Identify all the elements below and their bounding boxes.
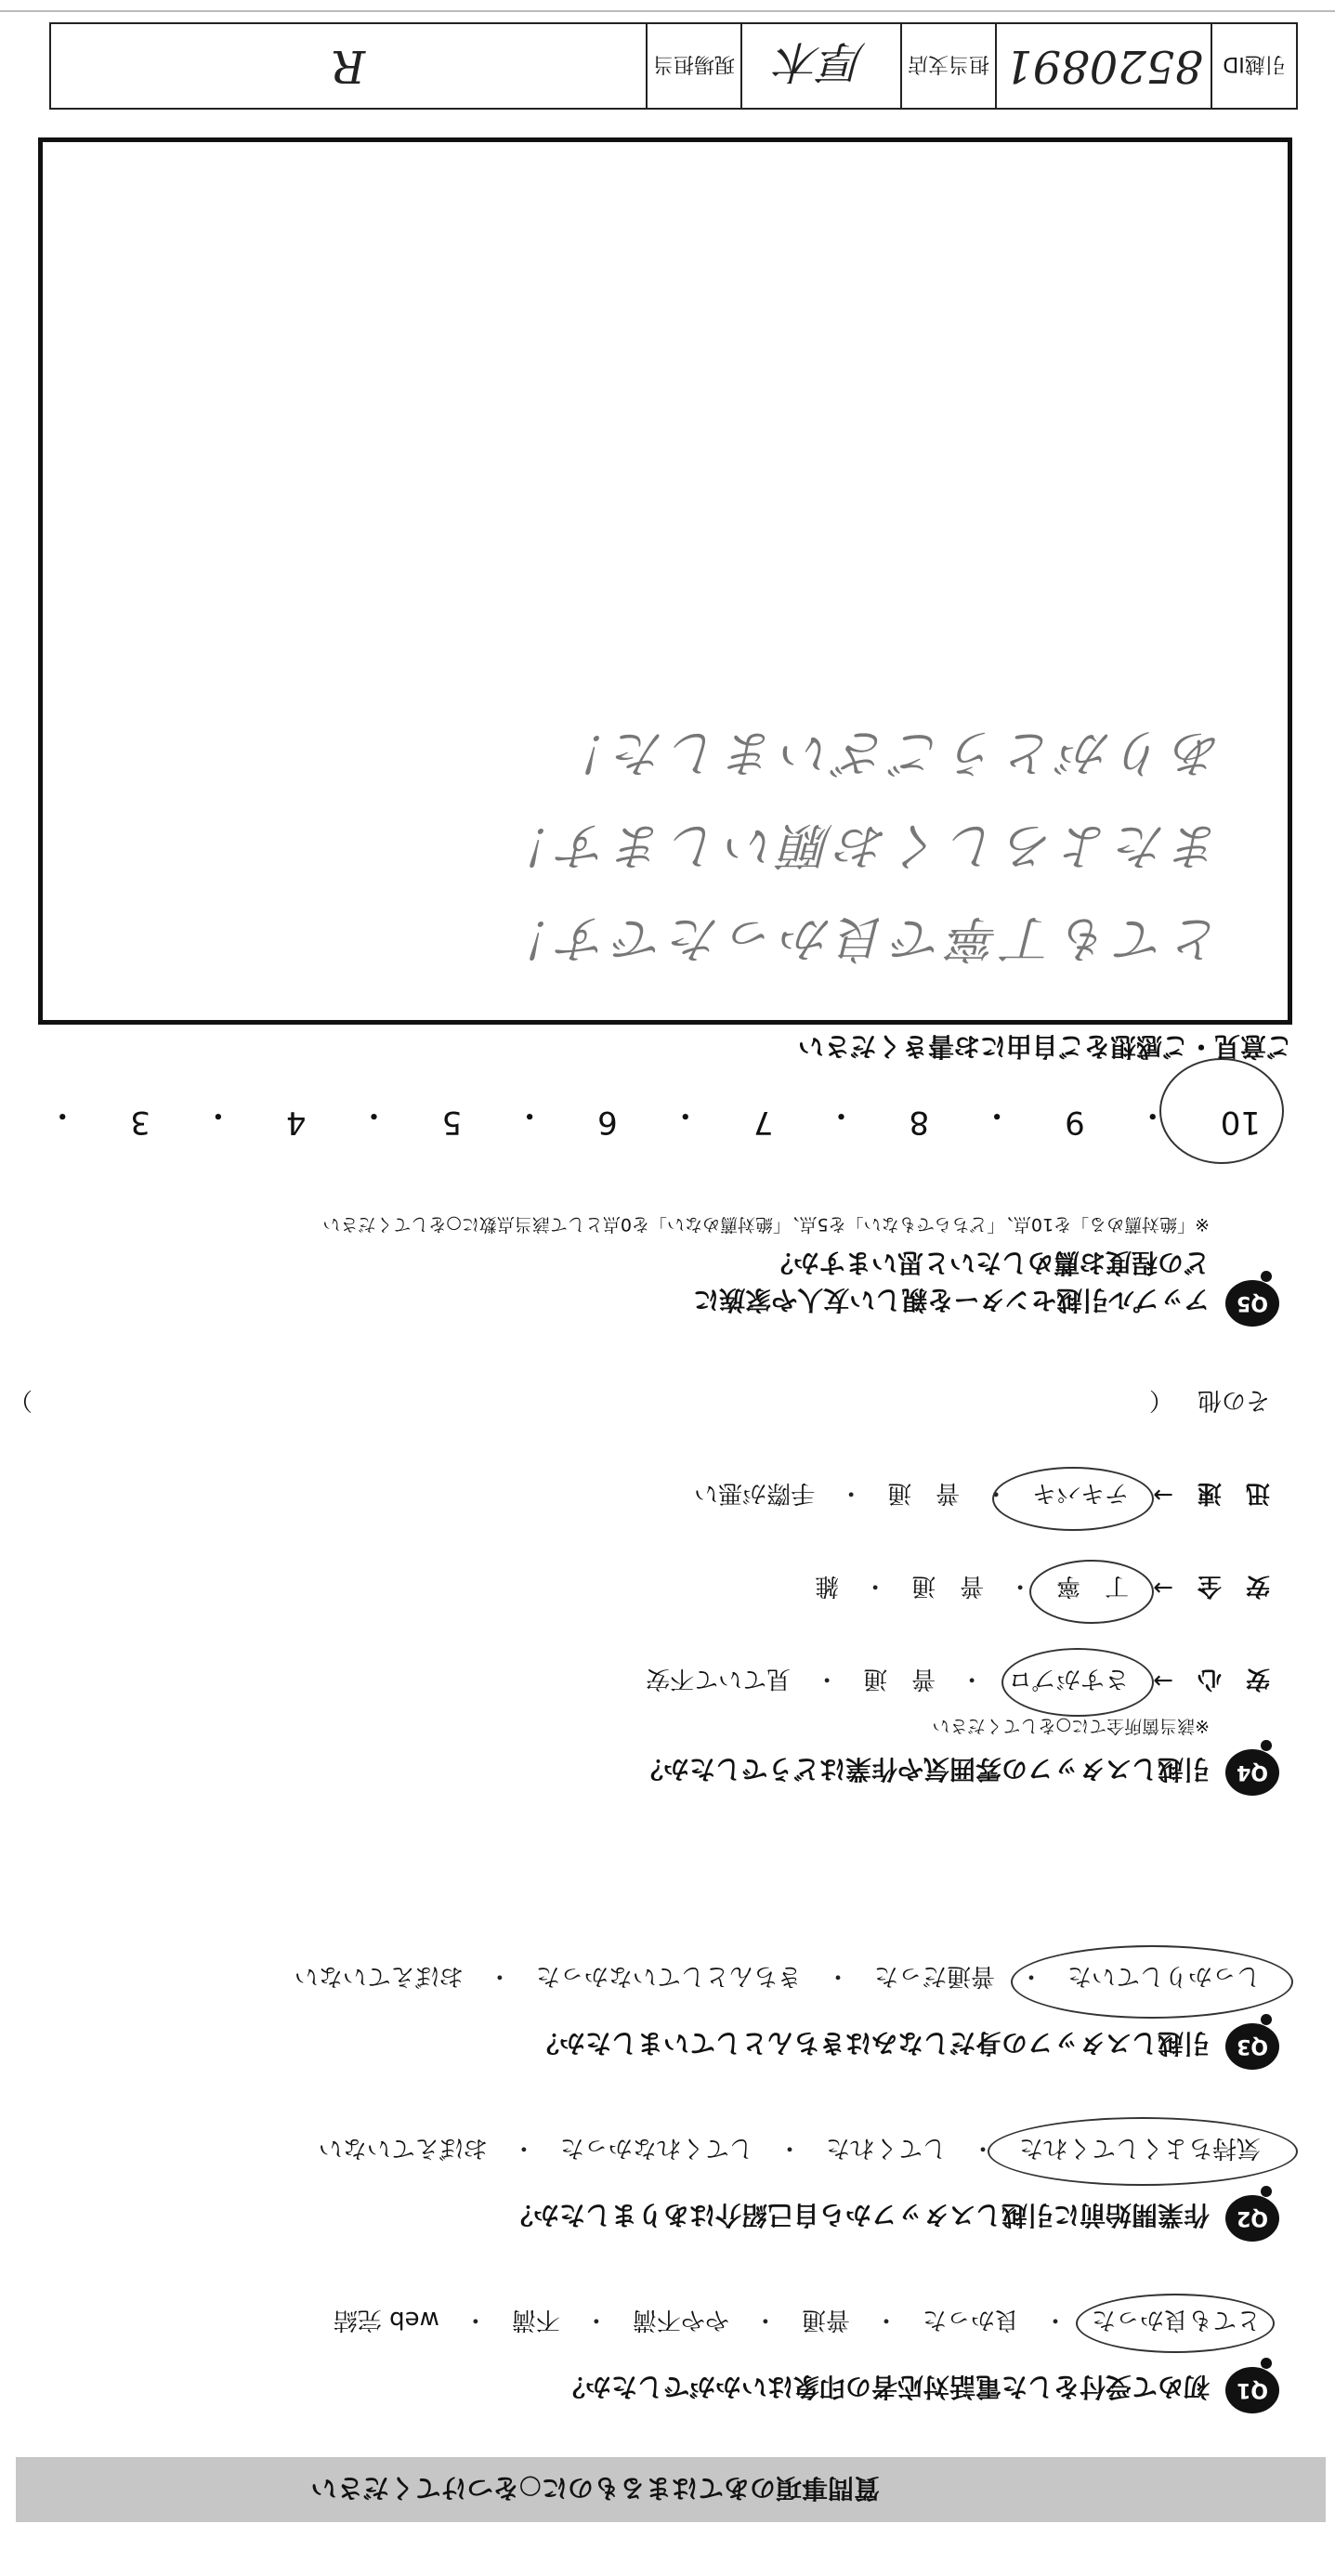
q2-badge: Q2 <box>1225 2195 1279 2242</box>
q4-row-1: 安 心 → さすがプロ ・ 普 通 ・ 見ていて不安 <box>646 1664 1270 1698</box>
q4-row-2-label: 安 全 <box>1197 1572 1270 1600</box>
q5-question-line-2: どの程度お薦めしたいと思いますか？ <box>766 1248 1210 1278</box>
q4-row-1-option-3[interactable]: 見ていて不安 <box>646 1665 792 1693</box>
q5-score-10[interactable]: 10 <box>1220 1104 1261 1141</box>
q4-other <box>8 1385 1270 1419</box>
q1-option-2[interactable]: 良かった <box>922 2306 1019 2334</box>
q4-row-3-option-2[interactable]: 普 通 <box>887 1479 961 1507</box>
q5-score-3[interactable]: 3 <box>130 1104 151 1141</box>
q2-selection-circle <box>988 2117 1298 2186</box>
q3-question: 引越しスタッフの身だしなみはきちんとしていましたか？ <box>532 2028 1210 2059</box>
q4-row-2-option-2[interactable]: 普 通 <box>911 1572 985 1600</box>
q4-row-3-label: 迅 速 <box>1197 1479 1270 1507</box>
q4-row-3-option-1[interactable]: テキパキ <box>1032 1479 1130 1507</box>
header-id-value: 8520891 <box>995 24 1211 108</box>
q5-score-8[interactable]: 8 <box>909 1104 930 1141</box>
q1-options: とても良かった ・ 良かった ・ 普通 ・ やや不満 ・ 不満 ・ web 完結 <box>334 2305 1261 2339</box>
q1-option-4[interactable]: やや不満 <box>632 2306 729 2334</box>
q4-other-label: その他 <box>1197 1386 1270 1414</box>
header-branch-value: 厚木 <box>740 24 900 108</box>
q5-selection-circle <box>1159 1058 1284 1164</box>
q5-badge: Q5 <box>1225 1280 1279 1327</box>
header-group-value: R <box>331 40 366 92</box>
q3-selection-circle <box>1011 1945 1293 2019</box>
q3-option-4[interactable]: おぼえていない <box>294 1962 464 1990</box>
q2-option-4[interactable]: おぼえていない <box>318 2134 488 2162</box>
q5-scale: 10 ・ 9 ・ 8 ・ 7 ・ 6 ・ 5 ・ 4 ・ 3 ・ <box>46 1096 1261 1141</box>
q1-question: 初めて受付をした電話対応者の印象はいかがでしたか？ <box>558 2372 1210 2402</box>
q4-row-3: 迅 速 → テキパキ ・ 普 通 ・ 手際が悪い <box>694 1478 1270 1512</box>
handwritten-line-1: とても丁寧で良かったです！ <box>498 909 1223 968</box>
q4-row-1-option-1[interactable]: さすがプロ <box>1008 1665 1130 1693</box>
q2-option-2[interactable]: してくれた <box>825 2134 947 2162</box>
q2-option-1[interactable]: 気持ちよくしてくれた <box>1018 2134 1261 2162</box>
q4-badge: Q4 <box>1225 1749 1279 1796</box>
q4-note: ※該当箇所全てに○をしてください <box>932 1716 1210 1736</box>
q4-row-1-option-2[interactable]: 普 通 <box>863 1665 936 1693</box>
q5-score-6[interactable]: 6 <box>597 1104 618 1141</box>
header-group-label: 現場担当 <box>646 24 740 108</box>
q4-question: 引越しスタッフの雰囲気や作業はどうでしたか？ <box>636 1754 1210 1785</box>
q5-score-9[interactable]: 9 <box>1065 1104 1085 1141</box>
header-table <box>49 22 1298 110</box>
q5-score-4[interactable]: 4 <box>285 1104 307 1141</box>
q1-selection-circle <box>1076 2294 1275 2353</box>
q3-option-1[interactable]: しっかりしていた <box>1067 1962 1261 1990</box>
page-edge-line <box>0 10 1335 12</box>
header-branch-label: 担当支店 <box>900 24 995 108</box>
q3-badge: Q3 <box>1225 2023 1279 2070</box>
handwritten-line-2: またよろしくお願いします！ <box>498 817 1223 875</box>
comments-box[interactable] <box>38 137 1292 1025</box>
q2-question: 作業開始前に引越しスタッフから自己紹介はありましたか？ <box>506 2200 1210 2230</box>
q1-option-6[interactable]: web 完結 <box>333 2306 439 2334</box>
q4-row-2-selection-circle <box>1029 1560 1154 1624</box>
header-id-label: 引越ID <box>1211 24 1296 108</box>
q1-badge: Q1 <box>1225 2367 1279 2413</box>
q4-other-open-paren: （ <box>1148 1386 1173 1414</box>
q5-question-line-1: アップル引越センターを親しい友人や家族に <box>693 1285 1210 1315</box>
q4-row-1-selection-circle <box>1001 1648 1154 1717</box>
q5-score-5[interactable]: 5 <box>441 1104 463 1141</box>
q5-note: ※「絶対薦める」を10点、「どちらでもない」を5点、「絶対薦めない」を0点として該当点数に○をしてください <box>322 1214 1210 1235</box>
q4-other-close-paren: ） <box>7 1386 33 1414</box>
q4-row-2-option-3[interactable]: 雑 <box>815 1572 840 1600</box>
q2-option-3[interactable]: してくれなかった <box>559 2134 753 2162</box>
q3-option-2[interactable]: 普通だった <box>873 1962 995 1990</box>
q3-option-3[interactable]: きちんとしていなかった <box>535 1962 802 1990</box>
q4-row-2-option-1[interactable]: 丁 寧 <box>1056 1572 1130 1600</box>
q3-options: しっかりしていた ・ 普通だった ・ きちんとしていなかった ・ おぼえていない <box>294 1961 1261 1995</box>
q4-row-2: 安 全 → 丁 寧 ・ 普 通 ・ 雑 <box>815 1571 1270 1605</box>
q1-option-3[interactable]: 普通 <box>801 2306 850 2334</box>
instructions-banner: 質問事項のあてはまるものに○をつけてください <box>16 2457 1326 2522</box>
q1-option-1[interactable]: とても良かった <box>1091 2306 1261 2334</box>
handwritten-line-3: ありがとうございました！ <box>554 724 1223 782</box>
q1-option-5[interactable]: 不満 <box>511 2306 560 2334</box>
q5-score-7[interactable]: 7 <box>753 1104 774 1141</box>
q4-row-3-option-3[interactable]: 手際が悪い <box>694 1479 816 1507</box>
q4-row-1-label: 安 心 <box>1197 1665 1270 1693</box>
comments-title: ご意見・ご感想をご自由にお書きください <box>797 1031 1292 1062</box>
q4-row-3-selection-circle <box>992 1467 1154 1531</box>
q2-options: 気持ちよくしてくれた ・ してくれた ・ してくれなかった ・ おぼえていない <box>319 2133 1261 2167</box>
